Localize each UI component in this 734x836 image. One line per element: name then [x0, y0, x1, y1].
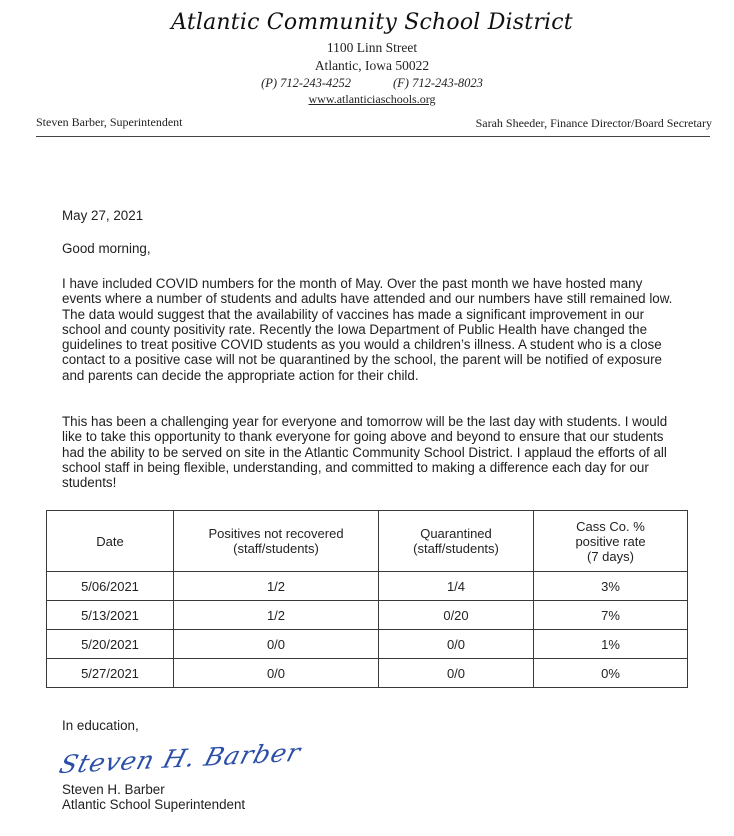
paragraph-line: school staff in being flexible, understanding, and committed to making a difference each day for our — [62, 459, 649, 475]
cell-date: 5/13/2021 — [47, 601, 174, 630]
header-divider — [36, 136, 710, 137]
cell-date: 5/27/2021 — [47, 659, 174, 688]
cell-positives: 0/0 — [174, 630, 379, 659]
table-header-row — [47, 511, 688, 572]
table-row — [47, 630, 688, 659]
cell-positive-rate: 7% — [534, 601, 688, 630]
paragraph-thanks — [62, 414, 722, 490]
signer-name: Steven H. Barber — [62, 782, 165, 797]
paragraph-line: had the ability to be served on site in the Atlantic Community School District. I applaud the efforts of all — [62, 444, 667, 460]
letter-date: May 27, 2021 — [62, 208, 144, 223]
table-row — [47, 572, 688, 601]
signer-title: Atlantic School Superintendent — [62, 797, 246, 812]
paragraph-line: The data would suggest that the availability of vaccines has made a significant improvement in our — [62, 306, 645, 322]
paragraph-line: and parents can decide the appropriate action for their child. — [62, 367, 419, 383]
district-name: Atlantic Community School District — [171, 10, 573, 35]
header-date: Date — [47, 511, 174, 572]
paragraph-line: This has been a challenging year for everyone and tomorrow will be the last day with students. I would — [62, 414, 668, 429]
paragraph-line: guidelines to treat positive COVID students as you would a children’s illness. A student who is a close — [62, 337, 662, 353]
table-row — [47, 659, 688, 688]
superintendent-contact: Steven Barber, Superintendent — [36, 115, 183, 129]
contact-numbers — [0, 76, 734, 91]
fax-number: (F) 712-243-8023 — [393, 76, 483, 90]
handwritten-signature: Steven H. Barber — [56, 737, 305, 780]
paragraph-line: like to take this opportunity to thank everyone for going above and beyond to ensure that our students — [62, 429, 664, 445]
cell-positives: 1/2 — [174, 601, 379, 630]
finance-director-contact: Sarah Sheeder, Finance Director/Board Secretary — [475, 116, 712, 130]
address-street: 1100 Linn Street — [326, 40, 418, 55]
header-positive-rate: Cass Co. % positive rate (7 days) — [534, 511, 688, 572]
paragraph-covid-update — [62, 276, 722, 383]
cell-positives: 0/0 — [174, 659, 379, 688]
letter-closing: In education, — [62, 718, 139, 733]
cell-quarantined: 0/0 — [379, 630, 534, 659]
covid-numbers-table — [46, 510, 688, 688]
cell-date: 5/06/2021 — [47, 572, 174, 601]
cell-quarantined: 0/0 — [379, 659, 534, 688]
paragraph-line: I have included COVID numbers for the month of May. Over the past month we have hosted many — [62, 276, 643, 291]
paragraph-line: events where a number of students and adults have attended and our numbers have still remained low. — [62, 291, 673, 307]
header-positives: Positives not recovered (staff/students) — [174, 511, 379, 572]
cell-positive-rate: 0% — [534, 659, 688, 688]
cell-date: 5/20/2021 — [47, 630, 174, 659]
table-row — [47, 601, 688, 630]
header-quarantined: Quarantined (staff/students) — [379, 511, 534, 572]
cell-positive-rate: 3% — [534, 572, 688, 601]
cell-positive-rate: 1% — [534, 630, 688, 659]
paragraph-line: students! — [62, 475, 117, 491]
website-link[interactable]: www.atlanticiaschools.org — [308, 92, 436, 106]
cell-quarantined: 0/20 — [379, 601, 534, 630]
address-city: Atlantic, Iowa 50022 — [314, 58, 430, 73]
cell-positives: 1/2 — [174, 572, 379, 601]
paragraph-line: contact to a positive case will not be quarantined by the school, the parent will be notified of exposure — [62, 352, 662, 368]
phone-number: (P) 712-243-4252 — [261, 76, 351, 90]
letter-greeting: Good morning, — [62, 241, 151, 256]
paragraph-line: school and county positivity rate. Recently the Iowa Department of Public Health have changed the — [62, 321, 648, 337]
cell-quarantined: 1/4 — [379, 572, 534, 601]
